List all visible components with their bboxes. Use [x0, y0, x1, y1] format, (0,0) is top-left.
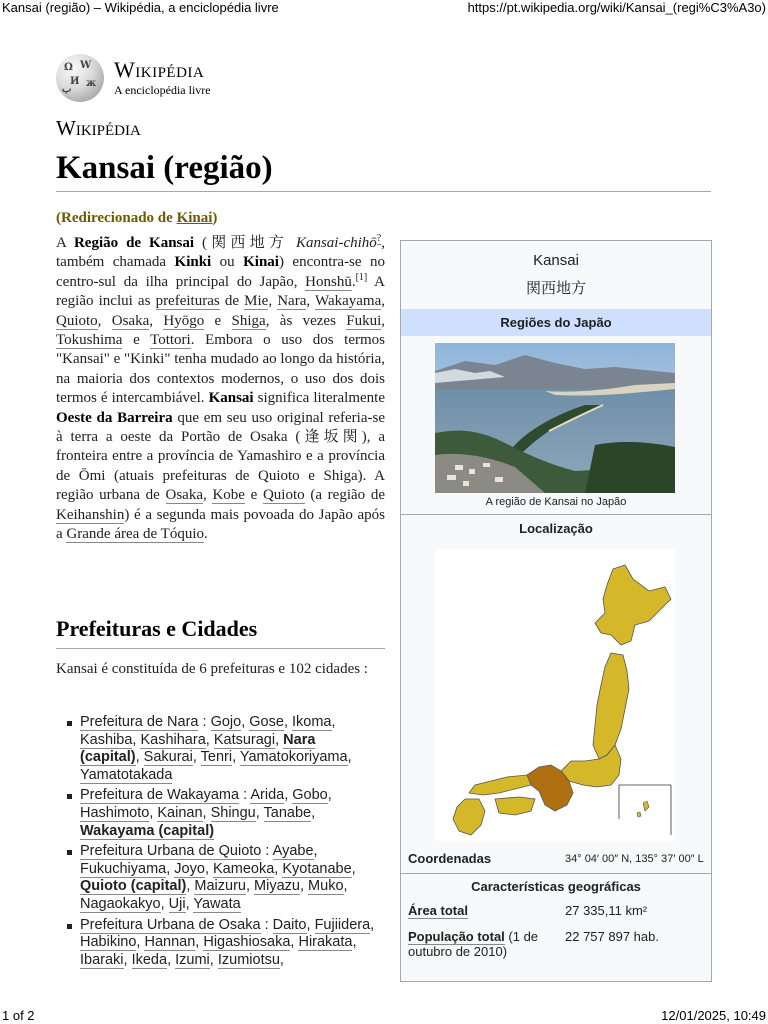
link-quioto-city[interactable]: Quioto [262, 487, 305, 504]
bold-term: Kansai [208, 390, 254, 407]
redirect-prefix: (Redirecionado de [56, 210, 177, 226]
city-link[interactable]: Tenri [200, 749, 233, 766]
link-mie[interactable]: Mie [244, 293, 269, 310]
link-tokushima[interactable]: Tokushima [56, 332, 123, 349]
wikipedia-logo[interactable] [56, 54, 211, 102]
link-nara[interactable]: Nara [277, 293, 307, 310]
separator: : [239, 787, 251, 804]
city-link[interactable]: Kashihara [140, 731, 206, 748]
pronunciation-help-link[interactable]: ? [376, 233, 382, 244]
city-link[interactable]: Gobo [292, 787, 328, 804]
section-intro: Kansai é constituída de 6 prefeituras e 102 cidades : [56, 661, 368, 677]
print-url[interactable]: https://pt.wikipedia.org/wiki/Kansai_(regi%C3%A3o) [467, 0, 766, 15]
city-link[interactable]: Gose [249, 714, 284, 730]
population-label[interactable]: População total [408, 929, 505, 944]
city-link[interactable]: Fujiidera [314, 916, 371, 933]
city-link[interactable]: Joyo [174, 860, 205, 877]
link-osaka[interactable]: Osaka [111, 312, 150, 329]
prefecture-link[interactable]: Prefeitura de Wakayama [80, 787, 240, 804]
city-link[interactable]: Hirakata [298, 934, 353, 951]
city-link[interactable]: Ikeda [131, 951, 168, 968]
infobox-category-band[interactable] [401, 309, 711, 336]
link-shiga[interactable]: Shiga [231, 312, 266, 329]
separator: : [260, 916, 273, 933]
city-link[interactable]: Yamatotakada [80, 766, 173, 783]
lead-paragraph: A Região de Kansai (関西地方 Kansai-chihō?, também chamada Kinki ou Kinai) encontra-se no centro-sul da ilha principal do Japão, Honshū.[1] A região inclui as prefeituras de Mie, Nara, Wakayama, Quioto, Osaka, Hyōgo e Shiga, às vezes Fukui, Tokushima e Tottori. Embora o uso dos termos "Kansai" e "Kinki" tenha mudado ao longo da história, na maioria dos contextos modernos, o uso dos dois termos é intercambiável. Kansai significa literalmente Oeste da Barreira que em seu uso original referia-se à terra a oeste da Portão de Osaka (逢坂関), a fronteira entre a província de Yamashiro e a província de Ōmi (atuais prefeituras de Quioto e Shiga). A região urbana de Osaka, Kobe e Quioto (a região de Keihanshin) é a segunda mais povoada do Japão após a Grande área de Tóquio. [56, 233, 386, 543]
city-link[interactable]: Maizuru [194, 878, 246, 895]
prefecture-item: Prefeitura Urbana de Osaka : Daito, Fujiidera, Habikino, Hannan, Higashiosaka, Hirakata, Ibaraki, Ikeda, Izumi, Izumiotsu, [56, 917, 376, 970]
area-label[interactable]: Área total [408, 903, 468, 918]
link-hyogo[interactable]: Hyōgo [163, 312, 205, 329]
capital-link[interactable]: Quioto (capital) [80, 878, 187, 895]
city-link[interactable]: Kainan [157, 804, 203, 821]
link-quioto[interactable]: Quioto [56, 312, 98, 329]
puzzle-globe-icon: Ω W И ж ب [56, 54, 104, 102]
city-link[interactable]: Hannan [144, 934, 196, 951]
link-grande-area-toquio[interactable]: Grande área de Tóquio [66, 526, 204, 543]
capital-link[interactable]: Nara (capital) [80, 731, 316, 766]
landscape-photo [435, 343, 675, 493]
city-link[interactable]: Yamatokoriyama [239, 749, 348, 766]
romanization: Kansai-chihō [295, 235, 377, 251]
city-link[interactable]: Habikino [80, 934, 137, 951]
coords-value[interactable]: 34° 04′ 00″ N, 135° 37′ 00″ L [565, 853, 704, 865]
prefecture-item: Prefeitura de Nara : Gojo, Gose, Ikoma, Kashiba, Kashihara, Katsuragi, Nara (capital), Sakurai, Tenri, Yamatokoriyama, Yamatotakada [56, 714, 376, 784]
link-wakayama[interactable]: Wakayama [314, 293, 382, 310]
link-osaka-city[interactable]: Osaka [165, 487, 203, 504]
city-link[interactable]: Ibaraki [80, 951, 124, 968]
city-link[interactable]: Gojo [210, 714, 242, 730]
city-link[interactable]: Muko [308, 878, 344, 895]
photo-caption: A região de Kansai no Japão [485, 496, 627, 508]
link-honshu[interactable]: Honshū [305, 273, 352, 290]
city-link[interactable]: Higashiosaka [203, 934, 291, 951]
city-link[interactable]: Izumi [175, 951, 210, 968]
city-link[interactable]: Uji [168, 895, 186, 912]
title-divider [56, 191, 711, 192]
link-kobe[interactable]: Kobe [212, 487, 245, 504]
bold-term: Oeste da Barreira [56, 409, 173, 426]
population-value: 22 757 897 hab. [565, 929, 659, 944]
city-link[interactable]: Yawata [193, 895, 241, 912]
link-fukui[interactable]: Fukui [346, 312, 382, 329]
city-link[interactable]: Kameoka [213, 860, 275, 877]
city-link[interactable]: Hashimoto [80, 804, 150, 821]
city-link[interactable]: Miyazu [254, 878, 300, 895]
print-header [0, 0, 768, 18]
print-page-title: Kansai (região) – Wikipédia, a enciclopédia livre [2, 0, 279, 15]
japan-map [435, 549, 675, 841]
city-link[interactable]: Sakurai [143, 749, 193, 766]
area-value: 27 335,11 km² [565, 903, 648, 918]
infobox [400, 240, 712, 982]
infobox-title: Kansai [533, 252, 579, 269]
prefecture-list [56, 714, 376, 972]
city-link[interactable]: Fukuchiyama [80, 860, 167, 877]
print-page-number: 1 of 2 [2, 1008, 35, 1023]
site-wordmark: Wikipédia [56, 116, 141, 140]
link-prefeituras[interactable]: prefeituras [155, 293, 220, 310]
reference-1[interactable]: [1] [355, 271, 368, 283]
logo-tagline: A enciclopédia livre [114, 82, 211, 97]
city-link[interactable]: Izumiotsu [217, 951, 280, 968]
section-divider [56, 648, 385, 649]
page-title: Kansai (região) [56, 150, 273, 186]
city-link[interactable]: Kashiba [80, 731, 133, 748]
city-link[interactable]: Katsuragi [213, 731, 276, 748]
link-tottori[interactable]: Tottori [150, 332, 191, 349]
city-link[interactable]: Tanabe [263, 804, 312, 821]
section-heading: Prefeituras e Cidades [56, 616, 258, 641]
location-heading: Localização [519, 521, 593, 536]
infobox-separator [401, 514, 711, 515]
prefecture-link[interactable]: Prefeitura Urbana de Osaka [80, 916, 261, 933]
infobox-native-name: 関西地方 [525, 280, 586, 297]
city-link[interactable]: Nagaokakyo [80, 895, 161, 912]
city-link[interactable]: Ayabe [272, 843, 314, 860]
redirect-notice [56, 210, 217, 227]
city-link[interactable]: Ikoma [292, 714, 332, 730]
population-note: (1 de outubro de 2010) [408, 929, 539, 959]
print-footer [0, 1006, 768, 1024]
link-keihanshin[interactable]: Keihanshin [56, 506, 125, 523]
geo-heading: Características geográficas [471, 879, 641, 894]
city-link[interactable]: Arida [250, 787, 285, 804]
city-link[interactable]: Shingu [210, 804, 256, 821]
prefecture-link[interactable]: Prefeitura Urbana de Quioto [80, 843, 262, 860]
bold-term: Kinki [174, 254, 212, 271]
capital-link[interactable]: Wakayama (capital) [80, 822, 215, 839]
bold-term: Kinai [243, 254, 279, 271]
city-link[interactable]: Daito [272, 916, 307, 933]
link-regioes-do-japao[interactable]: Regiões do Japão [500, 315, 612, 330]
japan-locator-map[interactable] [435, 549, 675, 841]
coords-label: Coordenadas [408, 851, 492, 866]
redirect-suffix: ) [212, 210, 218, 226]
print-datetime: 12/01/2025, 10:49 [661, 1008, 766, 1023]
redirect-link[interactable]: Kinai [176, 210, 213, 226]
infobox-separator [401, 873, 711, 874]
prefecture-item: Prefeitura de Wakayama : Arida, Gobo, Hashimoto, Kainan, Shingu, Tanabe, Wakayama (capital) [56, 787, 376, 840]
city-link[interactable]: Kyotanabe [282, 860, 352, 877]
prefecture-item: Prefeitura Urbana de Quioto : Ayabe, Fukuchiyama, Joyo, Kameoka, Kyotanabe, Quioto (capital), Maizuru, Miyazu, Muko, Nagaokakyo, Uji, Yawata [56, 843, 376, 913]
separator: : [198, 714, 211, 730]
logo-wordmark: Wikipédia [114, 56, 205, 82]
prefecture-link[interactable]: Prefeitura de Nara [80, 714, 199, 730]
separator: : [261, 843, 273, 860]
amanohashidate-photo[interactable] [435, 343, 675, 493]
bold-term: Região de Kansai [73, 235, 195, 251]
